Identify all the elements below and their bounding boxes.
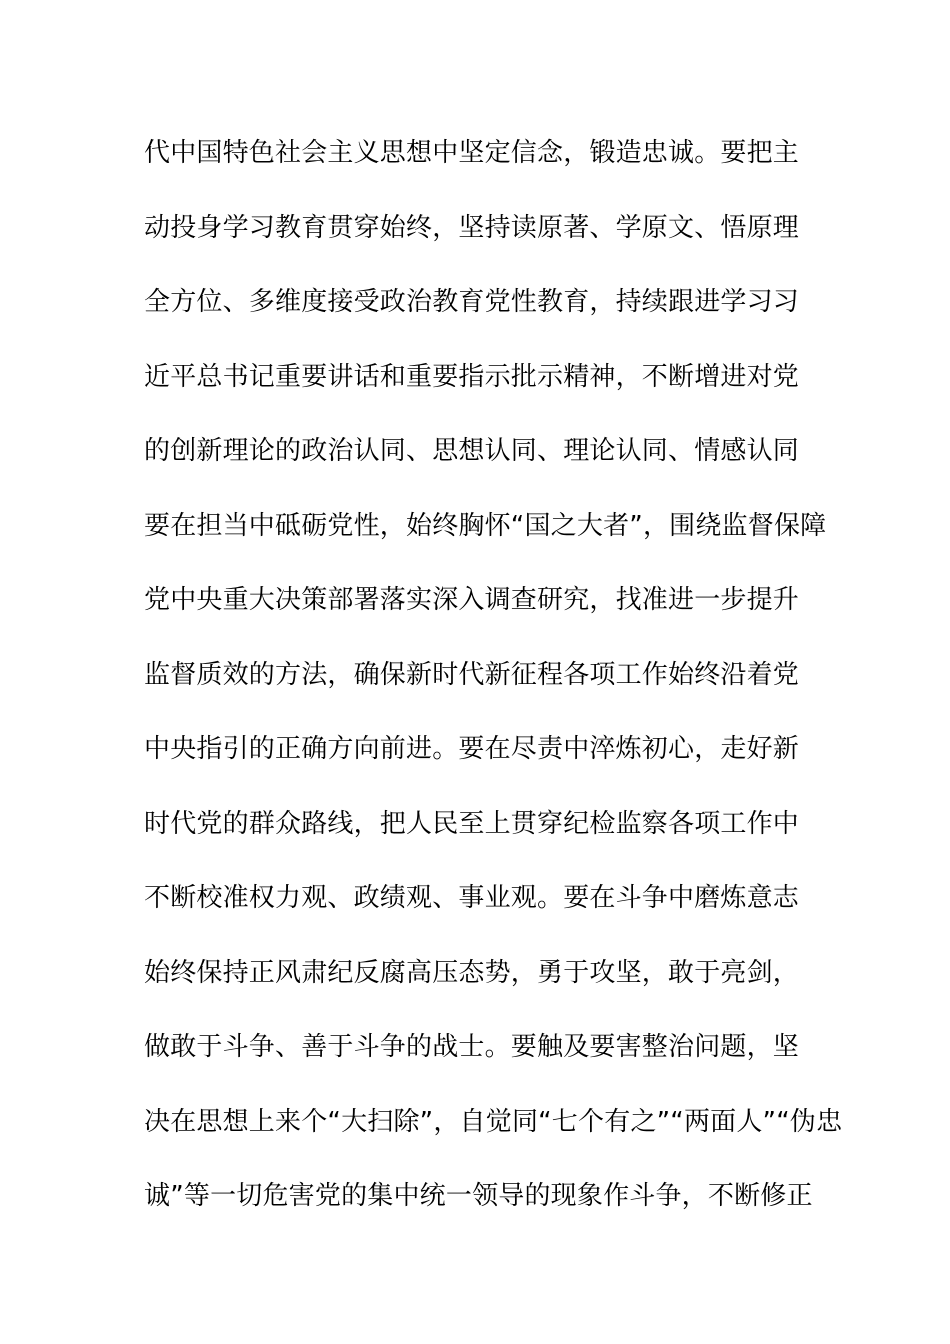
text-line: 不断校准权力观、政绩观、事业观。要在斗争中磨炼意志 — [144, 883, 800, 913]
body-text — [144, 126, 843, 1244]
text-line: 代中国特色社会主义思想中坚定信念，锻造忠诚。要把主 — [144, 138, 800, 168]
text-line: 诚”等一切危害党的集中统一领导的现象作斗争，不断修正 — [144, 1181, 813, 1211]
text-line: 监督质效的方法，确保新时代新征程各项工作始终沿着党 — [144, 659, 800, 690]
text-line: 全方位、多维度接受政治教育党性教育，持续跟进学习习 — [144, 287, 800, 317]
text-line: 动投身学习教育贯穿始终，坚持读原著、学原文、悟原理 — [144, 212, 800, 243]
text-line: 始终保持正风肃纪反腐高压态势，勇于攻坚，敢于亮剑， — [144, 957, 800, 988]
text-line: 中央指引的正确方向前进。要在尽责中淬炼初心，走好新 — [144, 734, 800, 764]
text-line: 决在思想上来个“大扫除”，自觉同“七个有之”“两面人”“伪忠 — [144, 1106, 843, 1137]
text-line: 时代党的群众路线，把人民至上贯穿纪检监察各项工作中 — [144, 808, 800, 839]
text-line: 党中央重大决策部署落实深入调查研究，找准进一步提升 — [144, 585, 800, 615]
text-line: 近平总书记重要讲话和重要指示批示精神，不断增进对党 — [144, 361, 800, 392]
text-line: 的创新理论的政治认同、思想认同、理论认同、情感认同 — [144, 436, 800, 466]
text-line: 做敢于斗争、善于斗争的战士。要触及要害整治问题，坚 — [144, 1032, 800, 1062]
text-line: 要在担当中砥砺党性，始终胸怀“国之大者”，围绕监督保障 — [144, 510, 827, 541]
